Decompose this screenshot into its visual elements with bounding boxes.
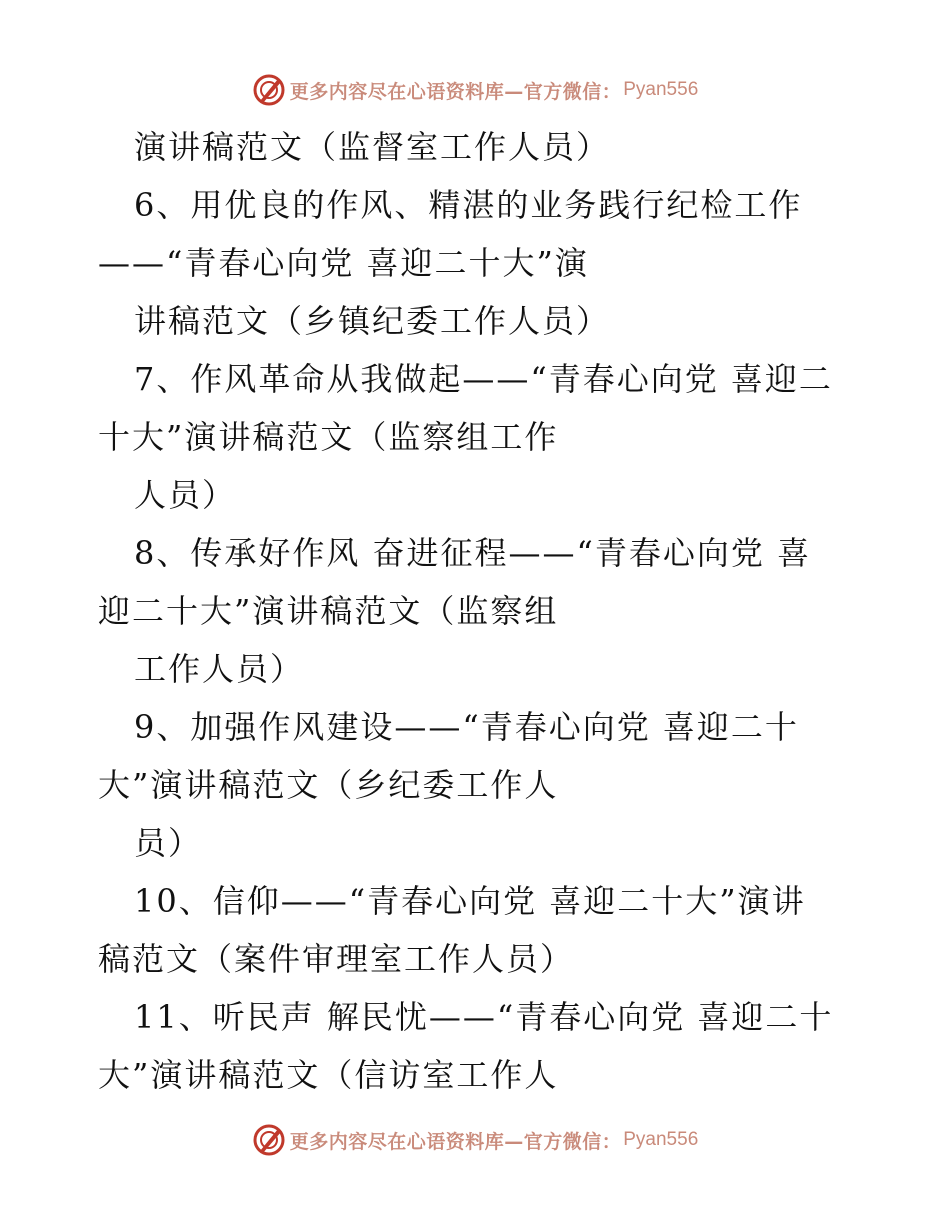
- text-line: ——“青春心向党 喜迎二十大”演: [98, 244, 589, 282]
- header-watermark: [0, 70, 950, 110]
- text-line: 演讲稿范文（监督室工作人员）: [134, 128, 611, 166]
- text-line: 讲稿范文（乡镇纪委工作人员）: [134, 302, 611, 340]
- watermark-text: 更多内容尽在心语资料库—官方微信：: [289, 80, 622, 103]
- text-line: 11、听民声 解民忧——“青春心向党 喜迎二十: [134, 998, 834, 1036]
- text-line: 员）: [134, 824, 203, 862]
- document-body: [0, 118, 950, 1104]
- text-line: 十大”演讲稿范文（监察组工作: [98, 418, 559, 456]
- brush-logo-icon: [252, 73, 286, 107]
- text-line: 大”演讲稿范文（乡纪委工作人: [98, 766, 559, 804]
- watermark-id: Pyan556: [623, 1129, 699, 1150]
- text-line: 6、用优良的作风、精湛的业务践行纪检工作: [134, 186, 803, 224]
- text-line: 人员）: [134, 476, 237, 514]
- brush-logo-icon: [252, 1123, 286, 1157]
- text-line: 9、加强作风建设——“青春心向党 喜迎二十: [134, 708, 799, 746]
- watermark-text: 更多内容尽在心语资料库—官方微信：: [289, 1130, 622, 1153]
- text-line: 稿范文（案件审理室工作人员）: [98, 940, 575, 978]
- text-line: 迎二十大”演讲稿范文（监察组: [98, 592, 559, 630]
- text-line: 10、信仰——“青春心向党 喜迎二十大”演讲: [134, 882, 806, 920]
- text-line: 8、传承好作风 奋进征程——“青春心向党 喜: [134, 534, 812, 572]
- text-line: 大”演讲稿范文（信访室工作人: [98, 1056, 559, 1094]
- footer-watermark: [0, 1120, 950, 1160]
- watermark-id: Pyan556: [623, 79, 699, 100]
- text-line: 7、作风革命从我做起——“青春心向党 喜迎二: [134, 360, 833, 398]
- text-line: 工作人员）: [134, 650, 305, 688]
